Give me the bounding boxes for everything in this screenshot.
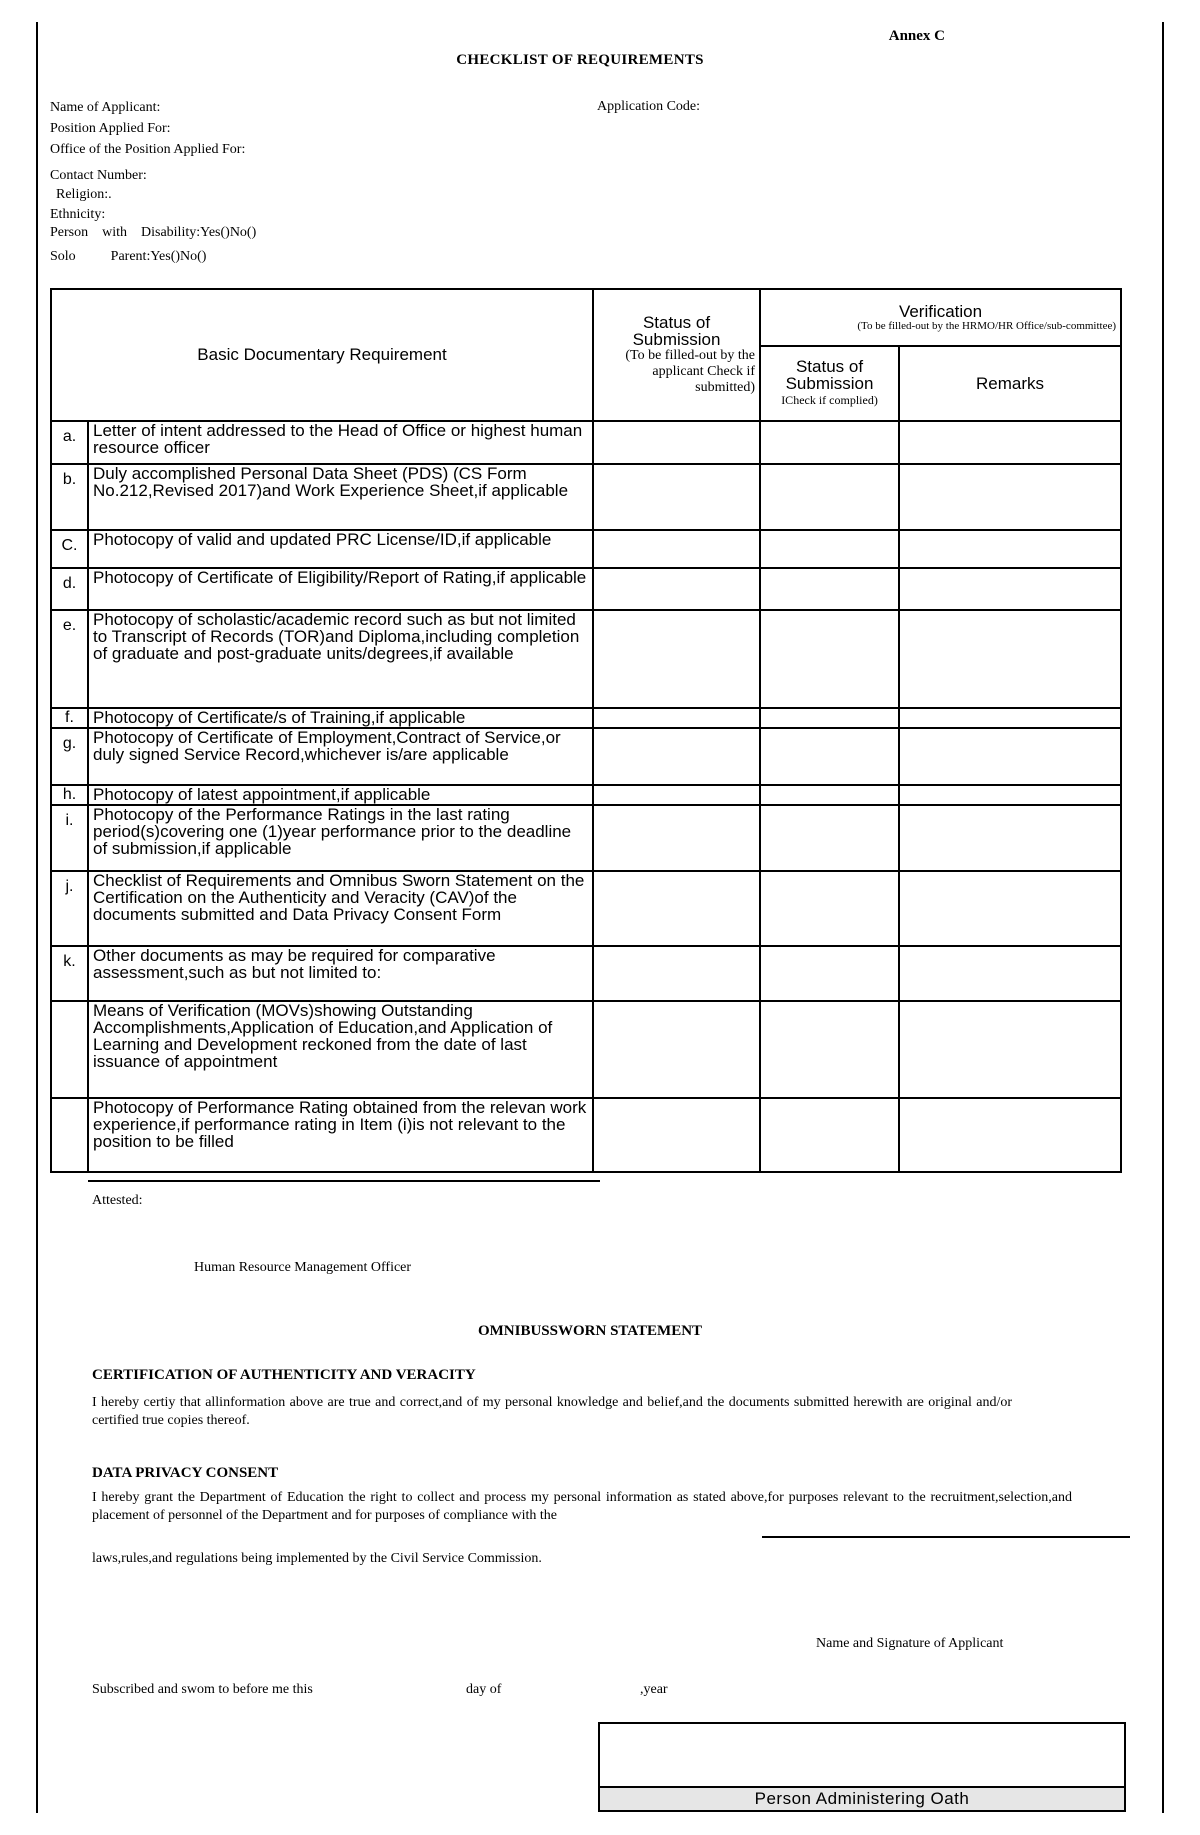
verification-cell[interactable] [760, 421, 899, 464]
table-row [51, 568, 1121, 610]
privacy-text-continued: laws,rules,and regulations being implemented by the Civil Service Commission. [92, 1551, 542, 1566]
row-requirement: Photocopy of scholastic/academic record such as but not limited to Transcript of Records (TOR)and Diploma,including completion of graduate and post-graduate units/degrees,if available [88, 610, 593, 708]
status-cell[interactable] [593, 610, 760, 708]
solo-parent-row [50, 249, 206, 265]
omnibus-title: OMNIBUSSWORN STATEMENT [477, 1323, 703, 1339]
ethnicity-label: Ethnicity: [50, 207, 106, 222]
header-verification [760, 289, 1121, 346]
attested-label: Attested: [92, 1193, 143, 1208]
privacy-text: I hereby grant the Department of Education the right to collect and process my personal information as stated above,for purposes relevant to the recruitment,selection,and placement of personnel of the Department and for purposes of compliance with the [92, 1490, 1072, 1523]
privacy-title: DATA PRIVACY CONSENT [92, 1465, 279, 1481]
solo-parent-options: Yes()No() [150, 249, 207, 264]
header-verification-note: (To be filled-out by the HRMO/HR Office/sub-committee) [857, 319, 1117, 332]
row-requirement: Photocopy of Certificate/s of Training,if applicable [88, 708, 593, 728]
verification-cell[interactable] [760, 785, 899, 805]
row-letter [51, 1001, 88, 1098]
status-cell[interactable] [593, 785, 760, 805]
header-status [593, 289, 760, 421]
row-requirement: Duly accomplished Personal Data Sheet (PDS) (CS Form No.212,Revised 2017)and Work Experience Sheet,if applicable [88, 464, 593, 530]
oath-signature-box[interactable] [598, 1722, 1126, 1812]
remarks-cell[interactable] [899, 464, 1121, 530]
remarks-cell[interactable] [899, 728, 1121, 785]
annex-label: Annex C [888, 28, 945, 44]
row-requirement: Photocopy of latest appointment,if applicable [88, 785, 593, 805]
row-requirement: Photocopy of the Performance Ratings in the last rating period(s)covering one (1)year performance prior to the deadline of submission,if applicable [88, 805, 593, 871]
table-row [51, 785, 1121, 805]
remarks-cell[interactable] [899, 530, 1121, 568]
table-row [51, 530, 1121, 568]
verification-cell[interactable] [760, 946, 899, 1001]
row-letter: a. [51, 421, 88, 464]
header-status-line2: Submission [632, 330, 721, 349]
applicant-signature-line [762, 1536, 1130, 1538]
table-row [51, 610, 1121, 708]
cav-title: CERTIFICATION OF AUTHENTICITY AND VERACITY [92, 1367, 476, 1383]
row-letter: b. [51, 464, 88, 530]
header-verification-title: Verification [898, 301, 983, 321]
verification-cell[interactable] [760, 530, 899, 568]
row-letter: e. [51, 610, 88, 708]
verification-cell[interactable] [760, 1098, 899, 1172]
day-of-text: day of [466, 1682, 502, 1697]
application-code-label: Application Code: [597, 99, 701, 114]
status-cell[interactable] [593, 1098, 760, 1172]
status-cell[interactable] [593, 946, 760, 1001]
office-label: Office of the Position Applied For: [50, 142, 246, 157]
status-cell[interactable] [593, 871, 760, 946]
status-cell[interactable] [593, 708, 760, 728]
remarks-cell[interactable] [899, 1001, 1121, 1098]
remarks-cell[interactable] [899, 610, 1121, 708]
hrmo-label: Human Resource Management Officer [194, 1260, 412, 1275]
page-title: CHECKLIST OF REQUIREMENTS [456, 52, 704, 68]
remarks-cell[interactable] [899, 785, 1121, 805]
row-requirement: Checklist of Requirements and Omnibus Sworn Statement on the Certification on the Authenticity and Veracity (CAV)of the documents submitted and Data Privacy Consent Form [88, 871, 593, 946]
row-letter: C. [51, 530, 88, 568]
status-cell[interactable] [593, 805, 760, 871]
row-requirement: Photocopy of Certificate of Eligibility/Report of Rating,if applicable [88, 568, 593, 610]
year-text: ,year [640, 1682, 668, 1697]
remarks-cell[interactable] [899, 1098, 1121, 1172]
verification-cell[interactable] [760, 708, 899, 728]
subscribed-text: Subscribed and swom to before me this [92, 1682, 313, 1697]
header-remarks: Remarks [899, 346, 1121, 421]
status-cell[interactable] [593, 728, 760, 785]
verification-cell[interactable] [760, 464, 899, 530]
row-letter: j. [51, 871, 88, 946]
verification-cell[interactable] [760, 1001, 899, 1098]
remarks-cell[interactable] [899, 871, 1121, 946]
left-margin-line [36, 22, 38, 1813]
status-cell[interactable] [593, 464, 760, 530]
table-row [51, 1098, 1121, 1172]
table-row [51, 946, 1121, 1001]
row-requirement: Photocopy of Performance Rating obtained from the relevan work experience,if performance rating in Item (i)is not relevant to the position to be filled [88, 1098, 593, 1172]
table-row [51, 1001, 1121, 1098]
remarks-cell[interactable] [899, 805, 1121, 871]
status-cell[interactable] [593, 421, 760, 464]
verification-cell[interactable] [760, 610, 899, 708]
remarks-cell[interactable] [899, 568, 1121, 610]
table-row [51, 728, 1121, 785]
cav-text: I hereby certiy that allinformation above are true and correct,and of my personal knowledge and belief,and the documents submitted herewith are original and/or certified true copies thereof. [92, 1395, 1012, 1428]
verification-cell[interactable] [760, 568, 899, 610]
header-ver-status [760, 346, 899, 421]
religion-label: Religion:. [56, 187, 112, 202]
remarks-cell[interactable] [899, 708, 1121, 728]
header-status-note: (To be filled-out by the applicant Check if submitted) [625, 348, 756, 395]
pwd-row [50, 225, 256, 241]
row-requirement: Photocopy of Certificate of Employment,Contract of Service,or duly signed Service Record,whichever is/are applicable [88, 728, 593, 785]
row-letter: k. [51, 946, 88, 1001]
signature-label: Name and Signature of Applicant [816, 1636, 1004, 1651]
header-status-line1: Status of [642, 313, 711, 332]
verification-cell[interactable] [760, 871, 899, 946]
table-row [51, 805, 1121, 871]
position-applied-label: Position Applied For: [50, 121, 171, 136]
table-row [51, 464, 1121, 530]
row-requirement: Other documents as may be required for comparative assessment,such as but not limited to: [88, 946, 593, 1001]
header-ver-status-note: ICheck if complied) [781, 393, 878, 407]
table-row [51, 421, 1121, 464]
table-row [51, 871, 1121, 946]
row-letter: f. [51, 708, 88, 728]
row-letter: h. [51, 785, 88, 805]
name-of-applicant-label: Name of Applicant: [50, 100, 161, 115]
header-requirement: Basic Documentary Requirement [51, 289, 593, 421]
header-ver-status-line2: Submission [785, 374, 874, 393]
requirements-table [50, 288, 1122, 1173]
pwd-options: Yes()No() [200, 225, 257, 240]
verification-cell[interactable] [760, 805, 899, 871]
row-letter: i. [51, 805, 88, 871]
status-cell[interactable] [593, 1001, 760, 1098]
row-letter: d. [51, 568, 88, 610]
oath-label: Person Administering Oath [600, 1786, 1124, 1810]
attest-signature-line [88, 1180, 600, 1182]
row-letter [51, 1098, 88, 1172]
right-margin-line [1162, 22, 1164, 1813]
status-cell[interactable] [593, 530, 760, 568]
row-requirement: Letter of intent addressed to the Head of Office or highest human resource officer [88, 421, 593, 464]
status-cell[interactable] [593, 568, 760, 610]
row-requirement: Means of Verification (MOVs)showing Outstanding Accomplishments,Application of Education,and Application of Learning and Development reckoned from the date of last issuance of appointment [88, 1001, 593, 1098]
verification-cell[interactable] [760, 728, 899, 785]
remarks-cell[interactable] [899, 946, 1121, 1001]
pwd-label: Person with Disability: [50, 225, 201, 240]
table-row [51, 708, 1121, 728]
contact-number-label: Contact Number: [50, 168, 147, 183]
remarks-cell[interactable] [899, 421, 1121, 464]
solo-parent-label: Solo Parent: [50, 249, 151, 264]
row-letter: g. [51, 728, 88, 785]
header-ver-status-line1: Status of [795, 357, 864, 376]
row-requirement: Photocopy of valid and updated PRC License/ID,if applicable [88, 530, 593, 568]
